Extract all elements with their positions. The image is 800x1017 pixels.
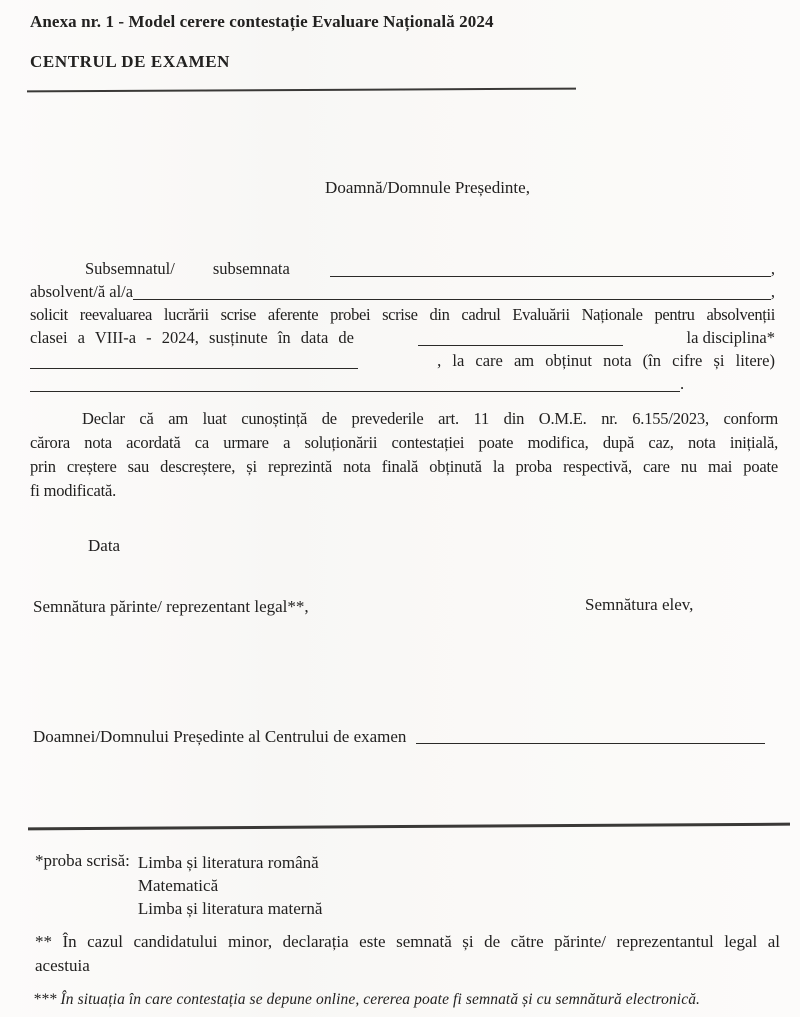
exam-center-label: CENTRUL DE EXAMEN	[30, 52, 231, 71]
applicant-name-blank	[330, 272, 771, 277]
request-line-6-period: .	[680, 374, 685, 393]
request-line-2	[30, 280, 775, 303]
date-label: Data	[88, 536, 121, 555]
addressee-center-blank	[416, 739, 765, 744]
request-word-absolvent: absolvent/ă al/a	[30, 282, 134, 301]
exam-center-fill-line	[27, 88, 576, 93]
footnote-written-exam-label: *proba scrisă:	[35, 851, 130, 870]
footnote-separator-line	[28, 823, 790, 831]
request-word-subsemnatul: Subsemnatul/	[85, 259, 175, 278]
footnote-minor-line-1: ** În cazul candidatului minor, declarația este semnată și de către părinte/ reprezentantul legal al	[35, 932, 780, 951]
request-line-1-comma: ,	[770, 259, 775, 278]
grade-blank	[30, 387, 680, 392]
footnote-written-exam	[35, 851, 322, 920]
footnote-minor-line-2: acestuia	[35, 956, 90, 975]
request-line-3: solicit reevaluarea lucrării scrise aferente probei scrise din cadrul Evaluării Naționale pentru absolvenții	[30, 305, 775, 324]
request-line-1	[30, 257, 775, 280]
addressee-line	[33, 727, 765, 747]
request-line-5-text: , la care am obținut nota (în cifre și litere)	[437, 351, 775, 370]
footnote-subject-maternal: Limba și literatura maternă	[137, 899, 323, 918]
request-paragraph	[30, 257, 775, 395]
request-word-subsemnata: subsemnata	[212, 259, 290, 278]
student-signature-label: Semnătura elev,	[585, 595, 694, 614]
addressee-text: Doamnei/Domnului Președinte al Centrului de examen	[33, 727, 407, 746]
request-line-2-comma: ,	[770, 282, 775, 301]
request-line-6	[30, 372, 775, 395]
school-name-blank	[133, 295, 771, 300]
footnote-subject-romanian: Limba și literatura română	[137, 853, 319, 872]
footnote-subject-math: Matematică	[137, 876, 219, 895]
request-line-4-suffix: la disciplina*	[686, 328, 775, 347]
declaration-line-2: cărora nota acordată ca urmare a soluționării contestației poate modifica, după caz, nota inițială,	[30, 433, 778, 452]
footnote-minor	[35, 930, 780, 978]
request-line-5	[30, 349, 775, 372]
request-line-4-text: clasei a VIII-a - 2024, susținute în data de	[30, 328, 354, 347]
subject-blank	[30, 364, 358, 369]
footnote-written-exam-items	[138, 851, 323, 920]
exam-date-blank	[418, 341, 623, 346]
footnote-online: *** În situația în care contestația se depune online, cererea poate fi semnată și cu semnătură electronică.	[33, 991, 701, 1008]
salutation: Doamnă/Domnule Președinte,	[325, 178, 530, 197]
declaration-line-1: Declar că am luat cunoștință de prevederile art. 11 din O.M.E. nr. 6.155/2023, conform	[82, 409, 778, 428]
request-line-4	[30, 326, 775, 349]
declaration-paragraph	[30, 407, 778, 503]
parent-signature-label: Semnătura părinte/ reprezentant legal**,	[33, 597, 309, 616]
declaration-line-4: fi modificată.	[30, 481, 117, 500]
declaration-line-3: prin creștere sau descreștere, și reprezintă nota finală obținută la proba respectivă, care nu mai poate	[30, 457, 778, 476]
page-title: Anexa nr. 1 - Model cerere contestație Evaluare Națională 2024	[30, 12, 494, 31]
